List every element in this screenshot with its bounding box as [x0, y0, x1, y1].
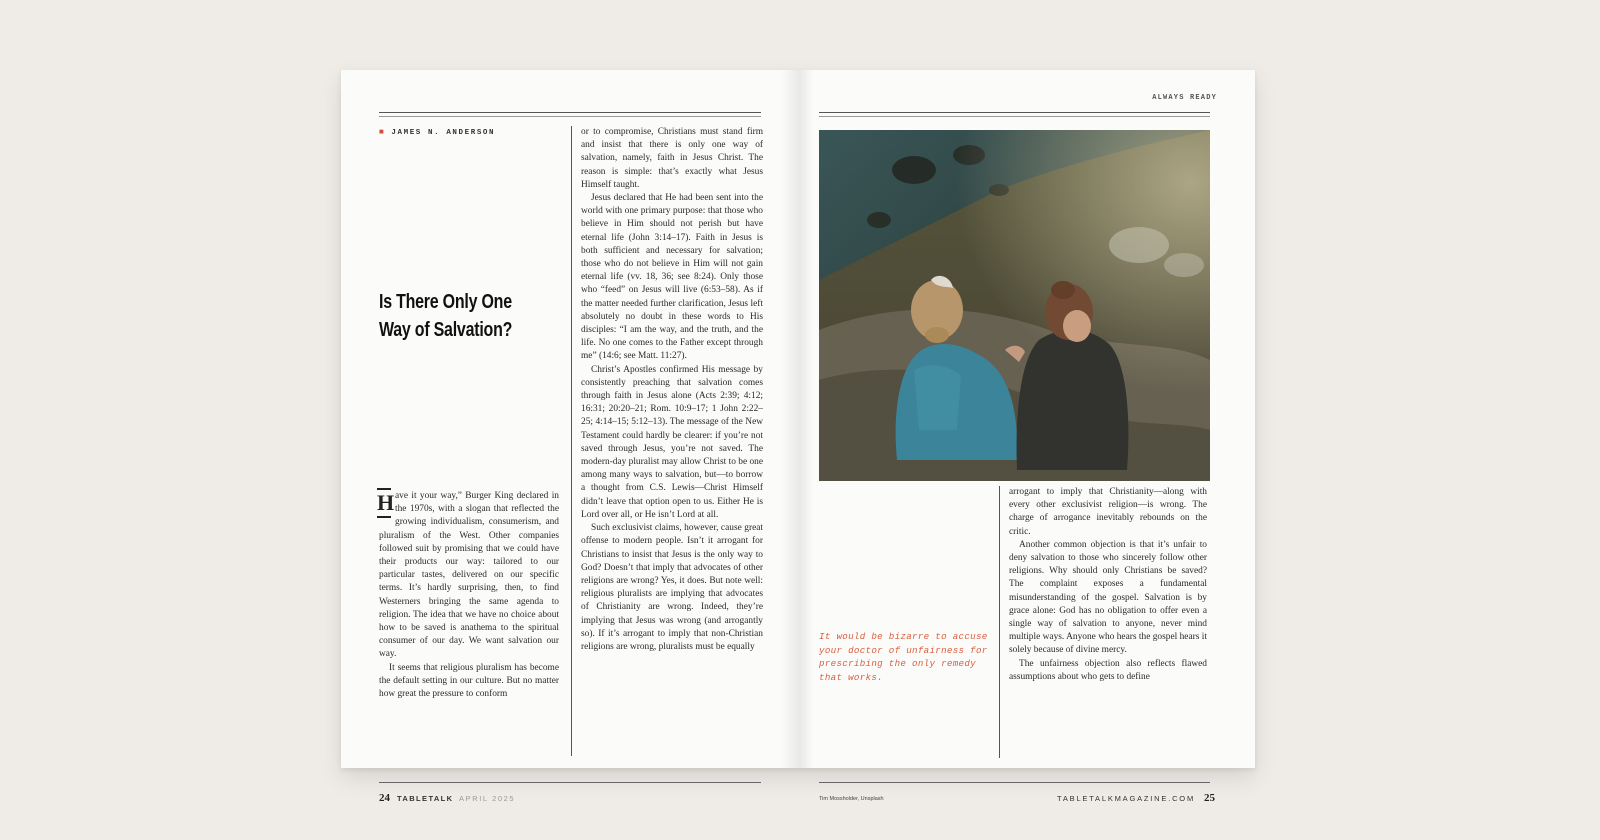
- paragraph: The unfairness objection also reflects flawed assumptions about who gets to define: [1009, 658, 1207, 682]
- paragraph: Jesus declared that He had been sent into the world with one primary purpose: that those who believe in Him should not perish but have eternal life (John 3:14–17). Faith in Jesus is both sufficient and necessary for salvation; those who do not believe in Him will not gain eternal life (vv. 18, 36; see 8:24). Only those who “feed” on Jesus will live (6:53–58). As if the matter needed further clarification, Jesus left absolutely no doubt in these words to His disciples: “I am the way, and the truth, and the life. No one comes to the Father except through me” (14:6; see Matt. 11:27).: [581, 193, 763, 362]
- bullet-icon: ■: [379, 128, 386, 137]
- body-column-3: [1009, 486, 1207, 684]
- website: TABLETALKMAGAZINE.COM: [1057, 794, 1195, 803]
- column-divider: [999, 486, 1000, 758]
- issue-date: APRIL 2025: [459, 794, 516, 803]
- paragraph: H ave it your way,” Burger King declared in the 1970s, with a slogan that reflected the growing individualism, consumerism, and pluralism of the West. Other companies followed suit by promising that we could have their products our way: tailored to our particular tastes, delivered on our specific terms. It’s hardly surprising, then, to find Westerners bringing the same agenda to religion. The idea that we have no choice about how to be saved is anathema to the spiritual consumer of our day. We want salvation our way.: [377, 490, 559, 660]
- pull-quote: It would be bizarre to accuse your doctor of unfairness for prescribing the only remedy that works.: [819, 631, 988, 683]
- top-rule: [379, 112, 761, 113]
- column-divider: [571, 126, 572, 756]
- article-photo: [819, 130, 1210, 481]
- running-head: ALWAYS READY: [1152, 94, 1217, 102]
- byline: ■ JAMES N. ANDERSON: [379, 128, 496, 137]
- page-number: 24: [379, 792, 390, 804]
- gutter-shadow: [799, 70, 813, 768]
- paragraph: It seems that religious pluralism has become the default setting in our culture. But no matter how great the pressure to conform: [379, 662, 559, 700]
- page-number: 25: [1204, 792, 1215, 804]
- article-title: Is There Only One Way of Salvation?: [379, 290, 513, 341]
- paragraph: or to compromise, Christians must stand firm and insist that there is only one way of salvation, namely, faith in Jesus Christ. The reason is simple: that’s exactly what Jesus Himself taught.: [581, 127, 763, 190]
- gutter-shadow: [781, 70, 799, 768]
- right-page: [799, 70, 1255, 804]
- photo-credit: Tim Mossholder, Unsplash: [819, 796, 884, 802]
- left-page: [341, 70, 799, 804]
- paragraph: arrogant to imply that Christianity—along with every other exclusivist religion—is wrong. The charge of arrogance inevitably rebounds on the critic.: [1009, 487, 1207, 537]
- photo-illustration: [819, 130, 1210, 481]
- footer-rule: [819, 782, 1210, 783]
- magazine-spread: [341, 70, 1255, 804]
- magazine-name: TABLETALK: [397, 794, 454, 803]
- paragraph: Such exclusivist claims, however, cause great offense to modern people. Isn’t it arrogant for Christians to insist that Jesus is the only way to God? Doesn’t that imply that advocates of other religions are wrong? Yes, it does. But note well: religious pluralists are implying that advocates of Christianity are wrong. Indeed, they’re implying that Jesus was wrong (and arrogantly so). If it’s arrogant to imply that non-Christian religions are wrong, pluralists must be equally: [581, 523, 763, 652]
- paragraph: Another common objection is that it’s unfair to deny salvation to those who sincerely follow other religions. Why should only Christians be saved? The complaint exposes a fundamental misunderstanding of the gospel. Salvation is by grace alone: God has no obligation to offer even a single way of salvation to anyone, never mind multiple ways. Anyone who hears the gospel hears it solely because of divine mercy.: [1009, 539, 1207, 656]
- body-column-1: [379, 490, 559, 701]
- top-rule: [819, 112, 1210, 113]
- drop-cap: H: [377, 488, 391, 518]
- footer-rule: [379, 782, 761, 783]
- paragraph: Christ’s Apostles confirmed His message by consistently preaching that salvation comes through faith in Jesus alone (Acts 2:39; 4:12; 16:31; 20:20–21; Rom. 10:9–17; 1 John 2:22–25; 4:14–15; 5:12–13). The message of the New Testament could hardly be clearer: if you’re not saved through Jesus, you’re not saved. The modern-day pluralist may allow Christ to be one among many ways to salvation, but—to borrow a thought from C.S. Lewis—Christ Himself didn’t leave that option open to us. Either He is Lord over all, or He isn’t Lord at all.: [581, 364, 763, 520]
- body-column-2: [581, 126, 763, 654]
- top-rule-thin: [819, 116, 1210, 117]
- top-rule-thin: [379, 116, 761, 117]
